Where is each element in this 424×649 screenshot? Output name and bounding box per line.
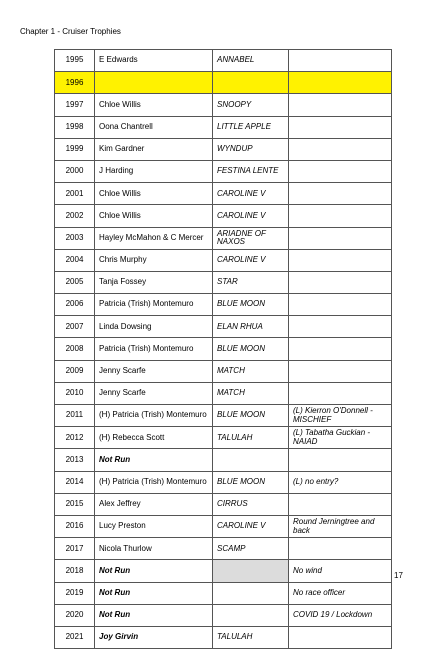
notes-cell: Round Jerningtree and back: [289, 515, 392, 537]
notes-cell: [289, 227, 392, 249]
boat-cell: SNOOPY: [213, 94, 289, 116]
table-row: [55, 382, 392, 404]
boat-cell: [213, 72, 289, 94]
boat-cell: MATCH: [213, 360, 289, 382]
year-cell: 2014: [55, 471, 95, 493]
year-cell: 2012: [55, 427, 95, 449]
boat-cell: BLUE MOON: [213, 471, 289, 493]
year-cell: 2018: [55, 560, 95, 582]
winner-cell: (H) Rebecca Scott: [95, 427, 213, 449]
notes-cell: [289, 316, 392, 338]
winner-cell: Alex Jeffrey: [95, 493, 213, 515]
year-cell: 1998: [55, 116, 95, 138]
table-row: [55, 183, 392, 205]
notes-cell: (L) no entry?: [289, 471, 392, 493]
table-row: [55, 316, 392, 338]
year-cell: 2013: [55, 449, 95, 471]
table-row: [55, 205, 392, 227]
winner-cell: Lucy Preston: [95, 515, 213, 537]
winner-cell: Joy Girvin: [95, 626, 213, 648]
notes-cell: [289, 271, 392, 293]
winner-cell: Patricia (Trish) Montemuro: [95, 294, 213, 316]
winner-cell: Kim Gardner: [95, 138, 213, 160]
notes-cell: COVID 19 / Lockdown: [289, 604, 392, 626]
year-cell: 2007: [55, 316, 95, 338]
winner-cell: E Edwards: [95, 50, 213, 72]
year-cell: 2016: [55, 515, 95, 537]
notes-cell: [289, 338, 392, 360]
notes-cell: [289, 249, 392, 271]
winner-cell: Tanja Fossey: [95, 271, 213, 293]
boat-cell: [213, 560, 289, 582]
notes-cell: [289, 382, 392, 404]
table-row: [55, 560, 392, 582]
winner-cell: Chris Murphy: [95, 249, 213, 271]
table-row: [55, 604, 392, 626]
table-row: [55, 294, 392, 316]
boat-cell: WYNDUP: [213, 138, 289, 160]
table-row: [55, 50, 392, 72]
year-cell: 2020: [55, 604, 95, 626]
boat-cell: TALULAH: [213, 626, 289, 648]
table-row: [55, 538, 392, 560]
notes-cell: [289, 626, 392, 648]
boat-cell: ELAN RHUA: [213, 316, 289, 338]
year-cell: 2002: [55, 205, 95, 227]
table-row: [55, 360, 392, 382]
table-row: [55, 449, 392, 471]
notes-cell: [289, 72, 392, 94]
boat-cell: TALULAH: [213, 427, 289, 449]
table-row: [55, 72, 392, 94]
boat-cell: CAROLINE V: [213, 515, 289, 537]
table-row: [55, 471, 392, 493]
boat-cell: ARIADNE OF NAXOS: [213, 227, 289, 249]
table-row: [55, 515, 392, 537]
year-cell: 2003: [55, 227, 95, 249]
notes-cell: [289, 294, 392, 316]
boat-cell: [213, 604, 289, 626]
year-cell: 2010: [55, 382, 95, 404]
winner-cell: Not Run: [95, 560, 213, 582]
table-row: [55, 116, 392, 138]
winner-cell: Jenny Scarfe: [95, 360, 213, 382]
winner-cell: (H) Patricia (Trish) Montemuro: [95, 471, 213, 493]
table-row: [55, 427, 392, 449]
boat-cell: CAROLINE V: [213, 205, 289, 227]
boat-cell: [213, 582, 289, 604]
year-cell: 2017: [55, 538, 95, 560]
year-cell: 2009: [55, 360, 95, 382]
boat-cell: STAR: [213, 271, 289, 293]
winner-cell: Hayley McMahon & C Mercer: [95, 227, 213, 249]
notes-cell: [289, 205, 392, 227]
winner-cell: Chloe Willis: [95, 183, 213, 205]
winner-cell: J Harding: [95, 160, 213, 182]
table-row: [55, 227, 392, 249]
winner-cell: Linda Dowsing: [95, 316, 213, 338]
year-cell: 1997: [55, 94, 95, 116]
notes-cell: [289, 183, 392, 205]
table-row: [55, 160, 392, 182]
boat-cell: BLUE MOON: [213, 338, 289, 360]
year-cell: 1999: [55, 138, 95, 160]
boat-cell: BLUE MOON: [213, 405, 289, 427]
table-row: [55, 626, 392, 648]
winner-cell: Not Run: [95, 582, 213, 604]
winner-cell: Not Run: [95, 604, 213, 626]
boat-cell: LITTLE APPLE: [213, 116, 289, 138]
table-row: [55, 493, 392, 515]
table-row: [55, 582, 392, 604]
table-row: [55, 405, 392, 427]
boat-cell: [213, 449, 289, 471]
year-cell: 2005: [55, 271, 95, 293]
notes-cell: [289, 449, 392, 471]
table-row: [55, 94, 392, 116]
year-cell: 2008: [55, 338, 95, 360]
notes-cell: [289, 138, 392, 160]
notes-cell: [289, 493, 392, 515]
winner-cell: Chloe Willis: [95, 94, 213, 116]
winner-cell: (H) Patricia (Trish) Montemuro: [95, 405, 213, 427]
year-cell: 1996: [55, 72, 95, 94]
year-cell: 2004: [55, 249, 95, 271]
page-number: 17: [394, 571, 403, 580]
table-row: [55, 249, 392, 271]
winner-cell: Patricia (Trish) Montemuro: [95, 338, 213, 360]
table-row: [55, 338, 392, 360]
year-cell: 2015: [55, 493, 95, 515]
boat-cell: MATCH: [213, 382, 289, 404]
year-cell: 2000: [55, 160, 95, 182]
year-cell: 2019: [55, 582, 95, 604]
notes-cell: No race officer: [289, 582, 392, 604]
page-header: Chapter 1 - Cruiser Trophies: [20, 27, 121, 36]
notes-cell: [289, 360, 392, 382]
boat-cell: BLUE MOON: [213, 294, 289, 316]
notes-cell: [289, 94, 392, 116]
notes-cell: [289, 538, 392, 560]
boat-cell: SCAMP: [213, 538, 289, 560]
winner-cell: [95, 72, 213, 94]
winner-cell: Jenny Scarfe: [95, 382, 213, 404]
winner-cell: Not Run: [95, 449, 213, 471]
year-cell: 2006: [55, 294, 95, 316]
year-cell: 1995: [55, 50, 95, 72]
boat-cell: FESTINA LENTE: [213, 160, 289, 182]
notes-cell: No wind: [289, 560, 392, 582]
year-cell: 2021: [55, 626, 95, 648]
notes-cell: (L) Kierron O'Donnell - MISCHIEF: [289, 405, 392, 427]
notes-cell: (L) Tabatha Guckian - NAIAD: [289, 427, 392, 449]
winner-cell: Nicola Thurlow: [95, 538, 213, 560]
trophy-table: [54, 49, 392, 649]
boat-cell: ANNABEL: [213, 50, 289, 72]
winner-cell: Chloe Willis: [95, 205, 213, 227]
table-row: [55, 138, 392, 160]
boat-cell: CAROLINE V: [213, 249, 289, 271]
table-row: [55, 271, 392, 293]
year-cell: 2011: [55, 405, 95, 427]
notes-cell: [289, 160, 392, 182]
boat-cell: CIRRUS: [213, 493, 289, 515]
winner-cell: Oona Chantrell: [95, 116, 213, 138]
boat-cell: CAROLINE V: [213, 183, 289, 205]
year-cell: 2001: [55, 183, 95, 205]
notes-cell: [289, 50, 392, 72]
notes-cell: [289, 116, 392, 138]
